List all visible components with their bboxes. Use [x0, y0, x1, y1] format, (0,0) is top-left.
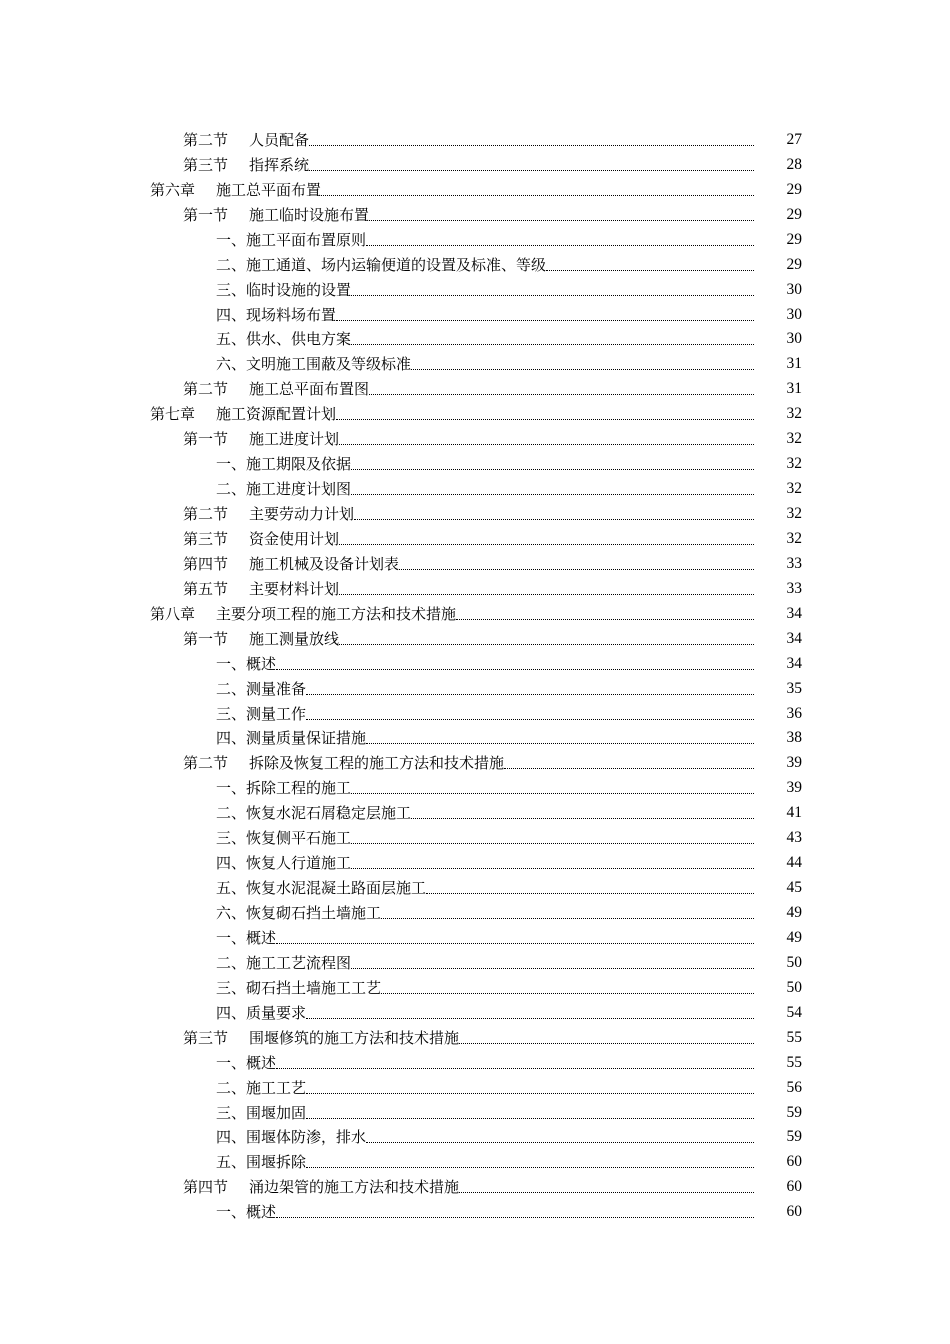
toc-entry-title: 涌边架管的施工方法和技术措施: [249, 1178, 460, 1197]
toc-entry-title: 临时设施的设置: [246, 280, 352, 299]
toc-entry-label: [0, 480, 351, 498]
toc-entry-number: 二、: [216, 679, 247, 698]
toc-entry-title: 围堰修筑的施工方法和技术措施: [249, 1028, 460, 1047]
dot-leader: [381, 993, 754, 994]
toc-entry-page-number: 43: [786, 829, 802, 847]
toc-entry-title: 主要劳动力计划: [249, 505, 355, 523]
dot-leader: [306, 719, 754, 720]
toc-entry-number: 四、: [216, 1003, 247, 1022]
dot-leader: [351, 469, 754, 470]
toc-entry-number: 一、: [216, 779, 247, 798]
toc-entry-title: 砌石挡土墙施工工艺: [246, 978, 382, 997]
toc-entry[interactable]: [0, 1072, 950, 1097]
toc-entry-label: [0, 256, 546, 274]
toc-entry[interactable]: [0, 1097, 950, 1122]
toc-entry-label: [0, 1178, 459, 1196]
toc-entry-label: [0, 954, 351, 972]
dot-leader: [276, 1068, 754, 1069]
toc-entry-page-number: 39: [786, 779, 802, 797]
toc-entry-label: [0, 929, 276, 947]
toc-entry[interactable]: [0, 1122, 950, 1147]
dot-leader: [426, 893, 754, 894]
toc-entry-number: 四、: [216, 729, 247, 748]
dot-leader: [504, 768, 754, 769]
toc-entry-number: 第一节: [183, 430, 229, 449]
toc-entry-number: 第七章: [150, 405, 196, 424]
toc-entry[interactable]: [0, 1196, 950, 1221]
toc-entry[interactable]: [0, 847, 950, 872]
toc-entry-page-number: 31: [786, 355, 802, 373]
dot-leader: [336, 320, 754, 321]
toc-entry-number: 三、: [216, 978, 247, 997]
toc-entry[interactable]: [0, 772, 950, 797]
toc-entry-label: [0, 156, 309, 174]
toc-entry-label: [0, 555, 399, 573]
toc-entry-number: 第三节: [183, 1028, 229, 1047]
toc-entry-title: 测量准备: [246, 679, 307, 698]
toc-entry-page-number: 29: [786, 255, 802, 273]
toc-entry-page-number: 32: [786, 480, 802, 498]
toc-entry-title: 施工总平面布置图: [249, 380, 370, 399]
toc-entry-page-number: 29: [786, 180, 802, 198]
toc-entry-label: [0, 1054, 276, 1072]
toc-entry-number: 第二节: [183, 505, 229, 523]
toc-entry-title: 概述: [246, 1053, 277, 1072]
toc-entry-title: 恢复水泥混凝土路面层施工: [246, 879, 427, 898]
toc-entry-number: 第一节: [183, 629, 229, 648]
toc-entry-title: 测量质量保证措施: [246, 729, 367, 748]
dot-leader: [546, 270, 754, 271]
toc-entry-label: [0, 804, 411, 822]
dot-leader: [459, 1043, 754, 1044]
toc-entry-number: 第二节: [183, 754, 229, 773]
toc-entry[interactable]: [0, 149, 950, 174]
toc-entry-page-number: 32: [786, 430, 802, 448]
toc-entry-label: [0, 355, 411, 373]
toc-entry-number: 第三节: [183, 155, 229, 174]
toc-entry-number: 三、: [216, 829, 247, 848]
toc-entry-page-number: 55: [786, 1028, 802, 1046]
toc-entry-number: 第四节: [183, 1178, 229, 1197]
dot-leader: [369, 220, 754, 221]
toc-entry-number: 一、: [216, 1053, 247, 1072]
toc-entry-page-number: 32: [786, 529, 802, 547]
toc-entry-page-number: 29: [786, 205, 802, 223]
dot-leader: [321, 195, 754, 196]
toc-entry-label: [0, 1004, 306, 1022]
toc-entry-label: [0, 904, 381, 922]
toc-entry-label: [0, 829, 351, 847]
toc-entry-title: 拆除及恢复工程的施工方法和技术措施: [249, 754, 505, 773]
toc-entry-number: 一、: [216, 928, 247, 947]
toc-entry-title: 概述: [246, 928, 277, 947]
toc-entry-number: 第六章: [150, 180, 196, 199]
toc-entry-number: 一、: [216, 654, 247, 673]
toc-entry-title: 施工临时设施布置: [249, 205, 370, 224]
toc-entry-number: 三、: [216, 280, 247, 299]
toc-entry-title: 概述: [246, 654, 277, 673]
toc-entry-page-number: 45: [786, 879, 802, 897]
dot-leader: [339, 644, 754, 645]
toc-entry-page-number: 30: [786, 305, 802, 323]
dot-leader: [366, 1142, 754, 1143]
toc-entry-page-number: 44: [786, 854, 802, 872]
toc-entry-label: [0, 405, 336, 423]
dot-leader: [459, 1192, 754, 1193]
toc-entry[interactable]: [0, 473, 950, 498]
dot-leader: [339, 444, 754, 445]
toc-entry-label: [0, 330, 351, 348]
toc-entry[interactable]: [0, 947, 950, 972]
dot-leader: [336, 419, 754, 420]
toc-entry-title: 资金使用计划: [249, 529, 340, 548]
toc-entry[interactable]: [0, 648, 950, 673]
dot-leader: [399, 569, 754, 570]
toc-entry-number: 第三节: [183, 529, 229, 548]
toc-entry-page-number: 30: [786, 330, 802, 348]
toc-entry[interactable]: [0, 324, 950, 349]
toc-entry-number: 六、: [216, 904, 247, 922]
toc-entry-label: [0, 281, 351, 299]
toc-entry-title: 质量要求: [246, 1003, 307, 1022]
toc-entry-page-number: 60: [786, 1178, 802, 1196]
toc-entry-title: 施工测量放线: [249, 629, 340, 648]
toc-entry-number: 四、: [216, 854, 247, 873]
toc-entry-page-number: 38: [786, 729, 802, 747]
dot-leader: [366, 743, 754, 744]
toc-entry-number: 第二节: [183, 130, 229, 149]
toc-entry-title: 施工进度计划: [249, 430, 340, 449]
toc-entry[interactable]: [0, 448, 950, 473]
dot-leader: [411, 818, 754, 819]
toc-entry-title: 施工总平面布置: [216, 180, 322, 199]
toc-entry[interactable]: [0, 723, 950, 748]
toc-entry-label: [0, 580, 339, 598]
toc-entry-label: [0, 181, 321, 199]
toc-entry-label: [0, 779, 351, 797]
toc-entry[interactable]: [0, 673, 950, 698]
toc-entry-title: 文明施工围蔽及等级标准: [246, 355, 412, 374]
toc-entry-page-number: 49: [786, 928, 802, 946]
toc-entry-number: 第八章: [150, 604, 196, 623]
toc-entry-title: 供水、供电方案: [246, 330, 352, 349]
dot-leader: [354, 519, 754, 520]
toc-entry[interactable]: [0, 797, 950, 822]
toc-entry-title: 围堰体防渗，排水: [246, 1128, 367, 1147]
dot-leader: [351, 868, 754, 869]
toc-entry-title: 围堰拆除: [246, 1153, 307, 1172]
toc-entry-title: 主要材料计划: [249, 579, 340, 598]
toc-entry-label: [0, 1104, 306, 1122]
toc-entry[interactable]: [0, 373, 950, 398]
toc-entry-label: [0, 854, 351, 872]
toc-entry-label: [0, 131, 309, 149]
toc-entry[interactable]: [0, 224, 950, 249]
toc-entry-number: 五、: [216, 330, 247, 349]
toc-entry-page-number: 49: [786, 904, 802, 921]
toc-entry-title: 概述: [246, 1203, 277, 1222]
dot-leader: [306, 1118, 754, 1119]
dot-leader: [351, 295, 754, 296]
toc-entry-number: 三、: [216, 1103, 247, 1122]
toc-entry-title: 恢复侧平石施工: [246, 829, 352, 848]
toc-entry-page-number: 33: [786, 579, 802, 597]
toc-entry[interactable]: [0, 199, 950, 224]
toc-entry-number: 第四节: [183, 554, 229, 573]
toc-entry-number: 二、: [216, 1078, 247, 1097]
toc-entry-title: 施工工艺流程图: [246, 953, 352, 972]
toc-entry-number: 四、: [216, 1128, 247, 1147]
toc-entry[interactable]: [0, 348, 950, 373]
toc-entry-number: 二、: [216, 480, 247, 499]
toc-entry-title: 测量工作: [246, 704, 307, 723]
toc-entry-title: 施工期限及依据: [246, 455, 352, 474]
toc-entry[interactable]: [0, 822, 950, 847]
toc-entry-page-number: 54: [786, 1003, 802, 1021]
toc-entry-label: [0, 1079, 306, 1097]
dot-leader: [351, 344, 754, 345]
dot-leader: [351, 968, 754, 969]
toc-entry-page-number: 31: [786, 380, 802, 398]
toc-entry-number: 六、: [216, 355, 247, 374]
toc-entry[interactable]: [0, 498, 950, 523]
dot-leader: [351, 793, 754, 794]
toc-entry-number: 第五节: [183, 579, 229, 598]
toc-entry[interactable]: [0, 747, 950, 772]
toc-entry-title: 施工平面布置原则: [246, 230, 367, 249]
toc-entry[interactable]: [0, 698, 950, 723]
toc-entry-label: [0, 680, 306, 698]
toc-entry-label: [0, 505, 354, 523]
toc-entry[interactable]: [0, 124, 950, 149]
toc-entry-title: 指挥系统: [249, 155, 310, 174]
toc-entry-title: 现场料场布置: [246, 305, 337, 324]
toc-entry-page-number: 32: [786, 455, 802, 473]
toc-entry-number: 二、: [216, 804, 247, 823]
toc-entry-page-number: 59: [786, 1128, 802, 1146]
dot-leader: [306, 1167, 754, 1168]
toc-entry-label: [0, 754, 504, 772]
toc-entry-page-number: 30: [786, 280, 802, 298]
toc-entry-label: [0, 380, 369, 398]
toc-entry-label: [0, 455, 351, 473]
toc-entry[interactable]: [0, 1146, 950, 1171]
toc-entry[interactable]: [0, 423, 950, 448]
toc-entry-page-number: 32: [786, 505, 802, 522]
toc-entry[interactable]: [0, 249, 950, 274]
dot-leader: [306, 694, 754, 695]
dot-leader: [276, 1217, 754, 1218]
toc-entry-title: 人员配备: [249, 130, 310, 149]
dot-leader: [306, 1018, 754, 1019]
toc-entry-title: 施工进度计划图: [246, 480, 352, 499]
toc-entry-title: 恢复人行道施工: [246, 854, 352, 873]
toc-entry-page-number: 27: [786, 130, 802, 148]
toc-entry-title: 施工通道、场内运输便道的设置及标准、等级: [246, 255, 547, 274]
toc-entry-label: [0, 655, 276, 673]
toc-entry-page-number: 39: [786, 754, 802, 772]
toc-entry-page-number: 50: [786, 953, 802, 971]
toc-entry-label: [0, 530, 339, 548]
toc-entry-page-number: 36: [786, 704, 802, 722]
toc-entry-page-number: 35: [786, 679, 802, 697]
toc-entry-number: 五、: [216, 879, 247, 898]
dot-leader: [276, 943, 754, 944]
toc-entry-label: [0, 1029, 459, 1047]
toc-entry[interactable]: [0, 548, 950, 573]
toc-entry[interactable]: [0, 1022, 950, 1047]
toc-entry-title: 围堰加固: [246, 1103, 307, 1122]
toc-entry-page-number: 28: [786, 155, 802, 173]
toc-entry-label: [0, 979, 381, 997]
toc-entry[interactable]: [0, 997, 950, 1022]
dot-leader: [306, 1093, 754, 1094]
dot-leader: [369, 394, 754, 395]
toc-entry-title: 施工机械及设备计划表: [249, 554, 400, 573]
toc-entry-title: 拆除工程的施工: [246, 779, 352, 798]
toc-entry[interactable]: [0, 623, 950, 648]
toc-entry-page-number: 34: [786, 604, 802, 622]
dot-leader: [456, 619, 754, 620]
toc-entry-label: [0, 1128, 366, 1146]
toc-entry-title: 施工资源配置计划: [216, 405, 337, 424]
table-of-contents: [0, 124, 950, 1221]
toc-entry-number: 第一节: [183, 205, 229, 224]
toc-entry-page-number: 34: [786, 654, 802, 672]
toc-entry-title: 主要分项工程的施工方法和技术措施: [216, 604, 457, 623]
dot-leader: [411, 369, 754, 370]
toc-entry-number: 一、: [216, 1203, 247, 1222]
toc-entry-label: [0, 705, 306, 723]
toc-entry-number: 四、: [216, 305, 247, 324]
toc-entry-label: [0, 729, 366, 747]
toc-entry-page-number: 29: [786, 230, 802, 248]
toc-entry[interactable]: [0, 299, 950, 324]
toc-entry-label: [0, 879, 426, 897]
toc-entry-number: 第二节: [183, 380, 229, 399]
dot-leader: [309, 170, 754, 171]
toc-entry-title: 恢复砌石挡土墙施工: [246, 904, 382, 922]
dot-leader: [276, 669, 754, 670]
dot-leader: [309, 145, 754, 146]
toc-entry[interactable]: [0, 174, 950, 199]
toc-entry-label: [0, 306, 336, 324]
toc-entry-page-number: 55: [786, 1053, 802, 1071]
toc-entry[interactable]: [0, 922, 950, 947]
toc-entry-label: [0, 605, 456, 623]
toc-entry-page-number: 33: [786, 554, 802, 572]
toc-entry-page-number: 56: [786, 1078, 802, 1096]
toc-entry-page-number: 59: [786, 1103, 802, 1121]
dot-leader: [351, 843, 754, 844]
toc-entry-number: 一、: [216, 455, 247, 474]
toc-entry-label: [0, 430, 339, 448]
toc-entry-number: 五、: [216, 1153, 247, 1172]
dot-leader: [351, 494, 754, 495]
toc-entry-number: 一、: [216, 230, 247, 249]
toc-entry[interactable]: [0, 872, 950, 897]
dot-leader: [381, 918, 754, 919]
toc-entry-page-number: 41: [786, 804, 802, 822]
toc-entry[interactable]: [0, 897, 950, 922]
toc-entry-title: 恢复水泥石屑稳定层施工: [246, 804, 412, 823]
toc-entry-label: [0, 630, 339, 648]
toc-entry-page-number: 34: [786, 629, 802, 647]
toc-entry-label: [0, 1203, 276, 1221]
toc-entry[interactable]: [0, 1171, 950, 1196]
toc-entry-title: 施工工艺: [246, 1078, 307, 1097]
toc-entry[interactable]: [0, 1047, 950, 1072]
toc-entry-label: [0, 206, 369, 224]
toc-entry-label: [0, 231, 366, 249]
toc-entry-page-number: 32: [786, 405, 802, 423]
toc-entry[interactable]: [0, 598, 950, 623]
toc-entry[interactable]: [0, 573, 950, 598]
dot-leader: [339, 544, 754, 545]
toc-entry-number: 二、: [216, 953, 247, 972]
toc-entry-page-number: 60: [786, 1203, 802, 1221]
dot-leader: [339, 594, 754, 595]
toc-entry[interactable]: [0, 274, 950, 299]
toc-entry-page-number: 50: [786, 978, 802, 996]
toc-entry[interactable]: [0, 523, 950, 548]
toc-entry[interactable]: [0, 972, 950, 997]
toc-entry[interactable]: [0, 398, 950, 423]
toc-entry-number: 二、: [216, 255, 247, 274]
dot-leader: [366, 245, 754, 246]
toc-entry-page-number: 60: [786, 1153, 802, 1171]
toc-entry-label: [0, 1153, 306, 1171]
toc-entry-number: 三、: [216, 704, 247, 723]
